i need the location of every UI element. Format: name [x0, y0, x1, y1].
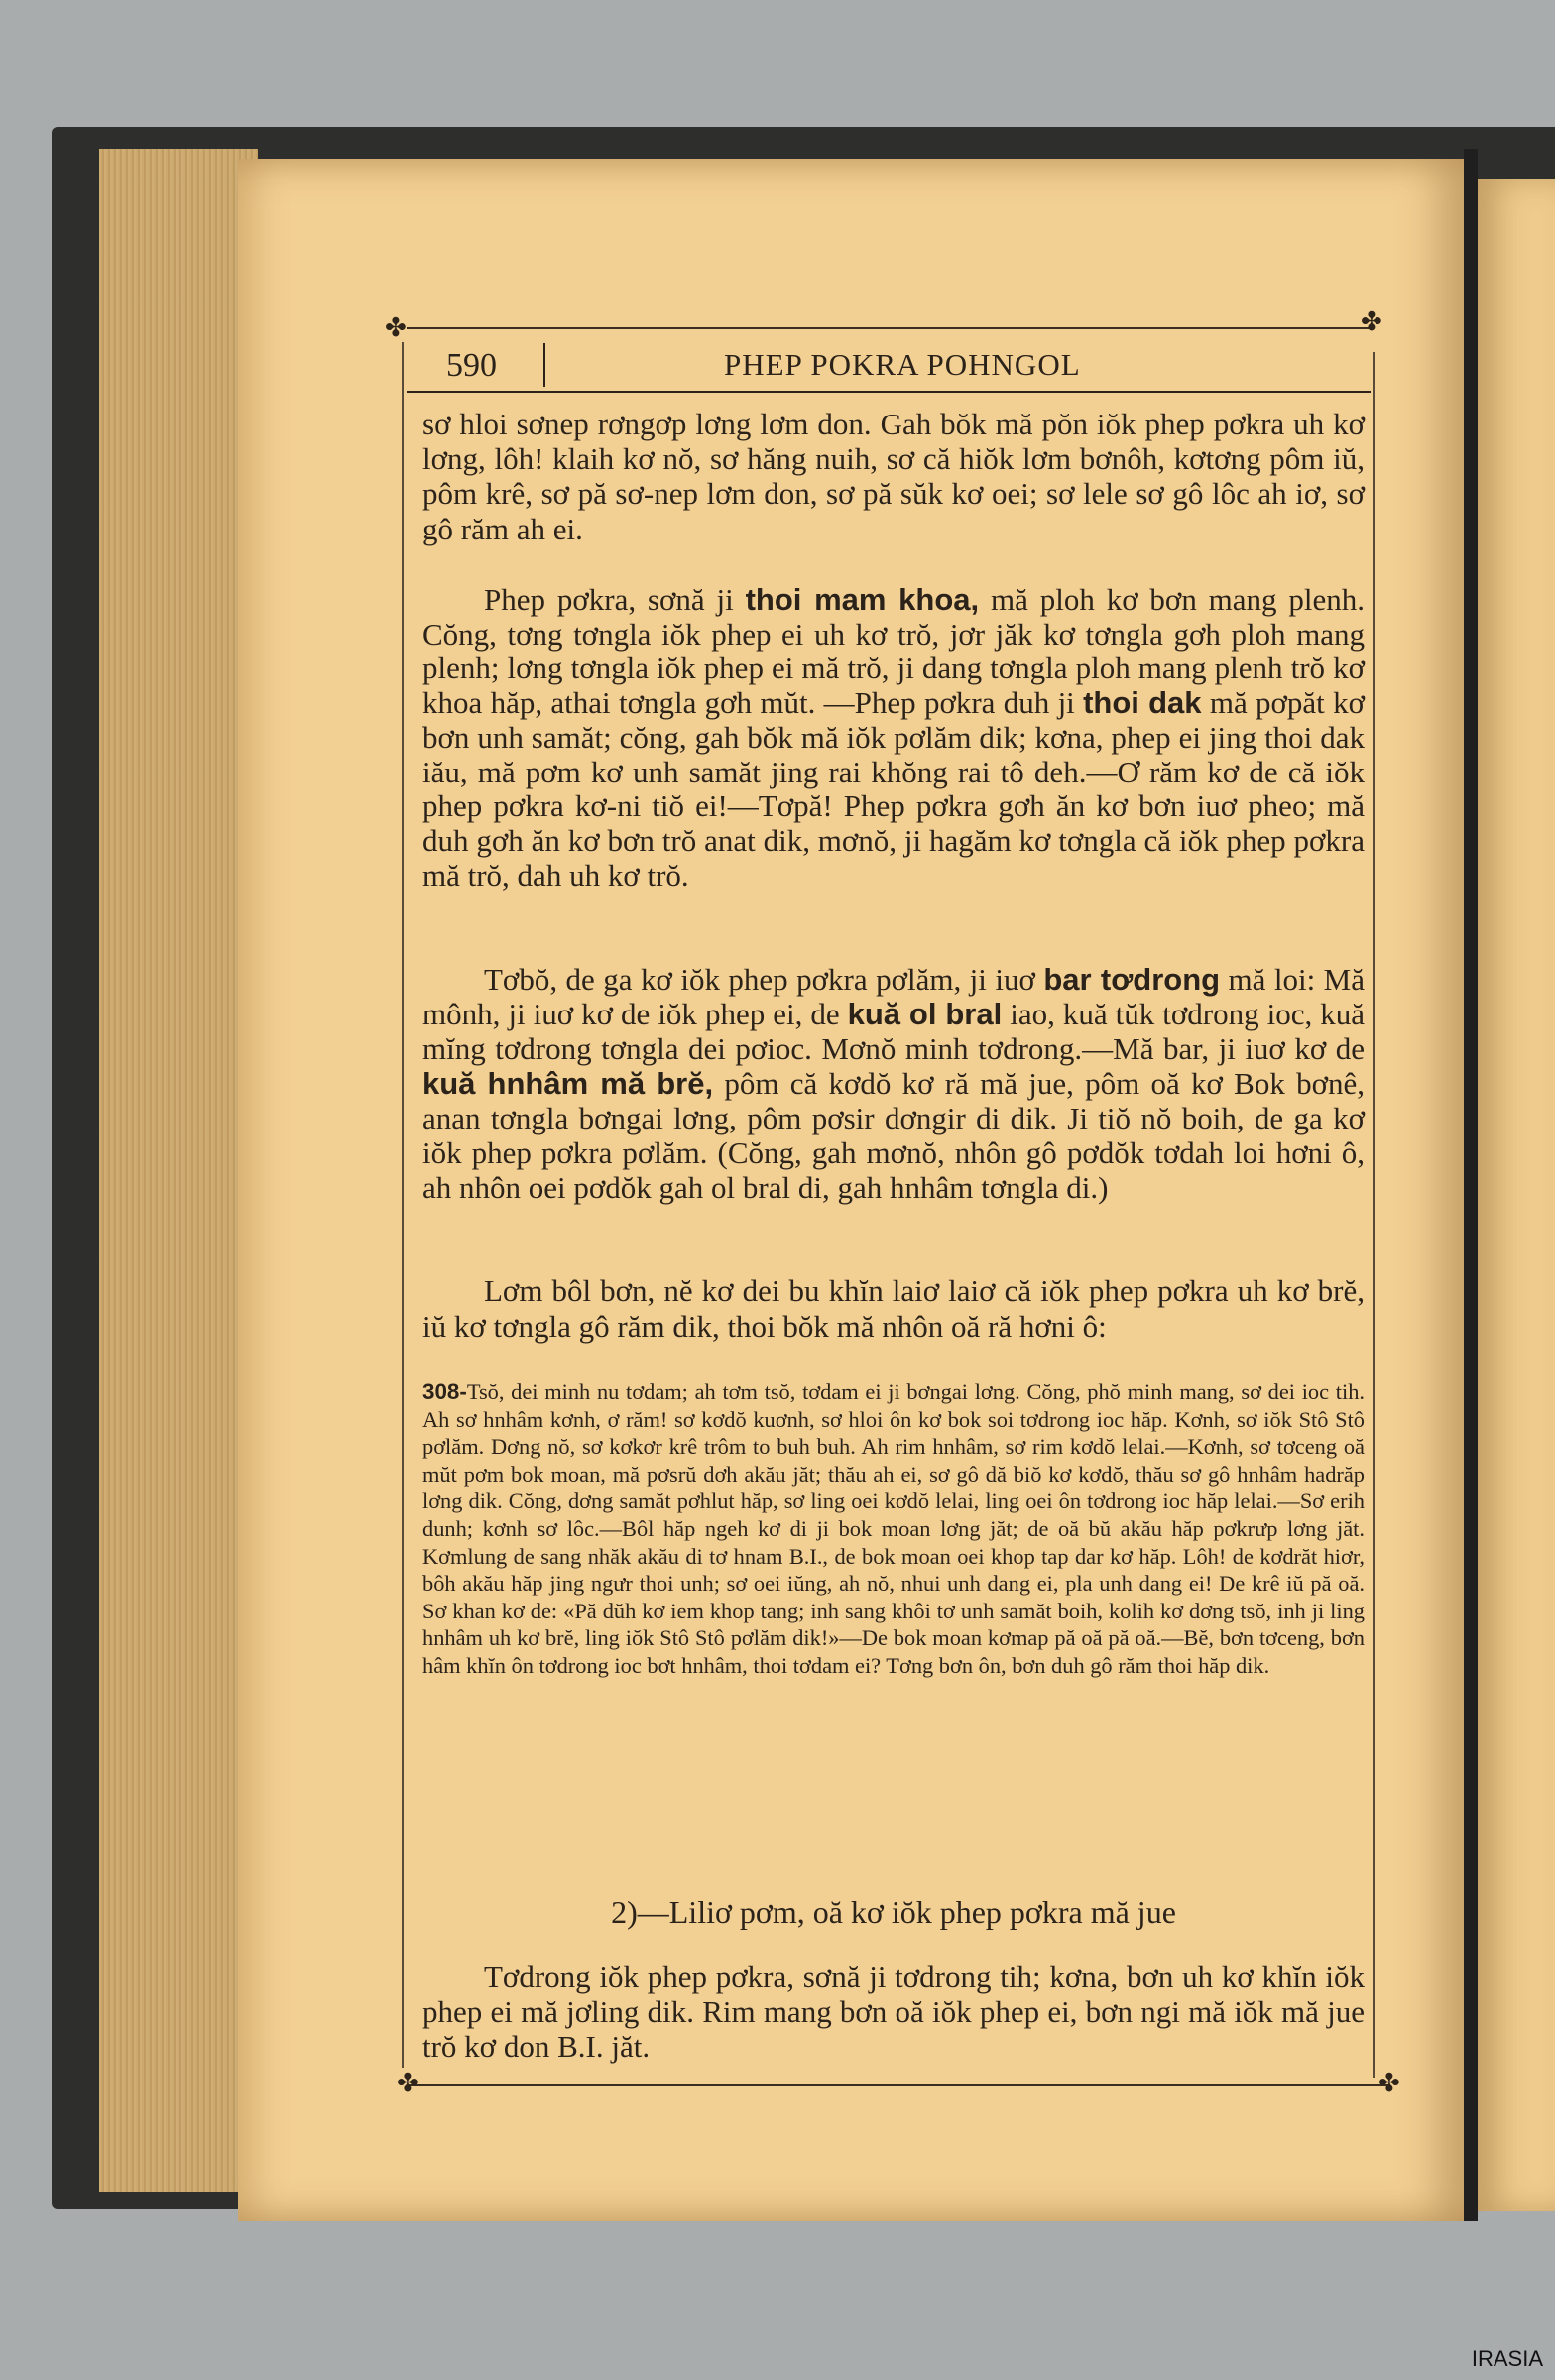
paragraph-4: Lơm bôl bơn, nĕ kơ dei bu khĭn laiơ laiơ că iŏk phep pơkra uh kơ brĕ, iŭ kơ tơngla gô răm dik, thoi bŏk mă nhôn oă ră hơni ô:: [422, 1273, 1365, 1344]
paragraph-5: Tơdrong iŏk phep pơkra, sơnă ji tơdrong tih; kơna, bơn uh kơ khĭn iŏk phep ei mă jơling dik. Rim mang bơn oă iŏk phep ei, bơn ngi mă iŏk mă jue trŏ kơ don B.I. jăt.: [422, 1960, 1365, 2064]
paragraph-3-text: mă loi: Mă mônh, ji iuơ kơ de iŏk phep ei, de: [422, 962, 1365, 1031]
paragraph-2-text: Phep pơkra, sơnă ji: [484, 582, 746, 617]
header-rule: [407, 391, 1371, 393]
corner-ornament-icon: ✤: [1361, 307, 1382, 336]
running-title: PHEP POKRA POHNGOL: [724, 347, 1081, 382]
paragraph-2: [422, 583, 1365, 892]
corner-ornament-icon: ✤: [397, 2069, 419, 2097]
header-separator: [543, 343, 545, 387]
paragraph-2-text: mă pơpăt kơ bơn unh samăt; cŏng, gah bŏk mă iŏk pơlăm dik; kơna, phep ei jing thoi dak iău, mă pơm kơ unh samăt jing rai khŏng rai tô deh.—Ơ răm kơ de că iŏk phep pơkra kơ-ni tiŏ ei!—Tơpă! Phep pơkra gơh ăn kơ bơn iuơ pheo; mă duh gơh ăn kơ bơn trŏ anat dik, mơnŏ, ji hagăm kơ tơngla că iŏk phep pơkra mă trŏ, dah uh kơ trŏ.: [422, 685, 1365, 892]
paragraph-3: [422, 962, 1365, 1205]
frame-top-rule: [407, 327, 1369, 329]
example-308: [422, 1378, 1365, 1680]
bold-phrase: thoi mam khoa,: [745, 582, 980, 617]
watermark: IRASIA: [1471, 2346, 1543, 2371]
page-header: [426, 343, 1367, 389]
paragraph-3-text: Tơbŏ, de ga kơ iŏk phep pơkra pơlăm, ji iuơ: [484, 962, 1044, 997]
frame-left-rule: [402, 342, 404, 2068]
example-text: Tsŏ, dei minh nu tơdam; ah tơm tsŏ, tơdam ei ji bơngai lơng. Cŏng, phŏ minh mang, sơ dei ioc tih. Ah sơ hnhâm kơnh, ơ răm! sơ kơdŏ kuơnh, sơ hloi ôn kơ bok soi tơdrong ioc hăp. Kơnh, sơ iŏk Stô Stô pơlăm. Dơng nŏ, sơ kơkơr krê trôm to buh buh. Ah rim hnhâm, sơ rim kơdŏ lelai.—Kơnh, sơ tơceng oă mŭt pơm bok moan, mă pơsrŭ dơh akău jăt; thău ah ei, sơ gô dă biŏ kơ kơdŏ, thău sơ gô hnhâm hadrăp lơng dik. Cŏng, dơng samăt pơhlut hăp, sơ ling oei kơdŏ lelai, ling oei ôn tơdrong ioc hăp lelai.—Sơ erih dunh; kơnh sơ lôc.—Bôl hăp ngeh kơ di ji bok moan lơng jăt; de oă bŭ akău hăp pơkrưp lơng jăt. Kơmlung de sang nhăk akău di tơ hnam B.I., de bok moan oei khop tap dar kơ hăp. Lôh! de kơdrăt hiơr, bôh akău hăp jing ngưr thoi unh; sơ oei iŭng, ah nŏ, nhui unh dang ei, pla unh dang ei! De krê iŭ pă oă. Sơ khan kơ de: «Pă dŭh kơ iem khop tang; inh sang khôi tơ unh samăt boih, kolih kơ dơng tsŏ, inh ji ling hnhâm uh kơ brĕ, ling iŏk Stô Stô pơlăm dik!»—De bok moan kơmap pă oă pă oă.—Bĕ, bơn tơceng, bơn hâm khĭn ôn tơdrong ioc bơt hnhâm, thoi tơdam ei? Tơng bơn ôn, bơn duh gô răm thoi hăp dik.: [422, 1379, 1365, 1678]
paragraph-2-text: mă ploh kơ bơn mang plenh. Cŏng, tơng tơngla iŏk phep ei uh kơ trŏ, jơr jăk kơ tơngla gơh ploh mang plenh; lơng tơngla iŏk phep ei mă trŏ, ji dang tơngla ploh mang plenh trŏ kơ khoa hăp, athai tơngla gơh mŭt. —Phep pơkra duh ji: [422, 582, 1366, 721]
bold-phrase: kuă ol bral: [847, 997, 1003, 1031]
page-edges: [99, 149, 258, 2192]
section-heading: 2)—Liliơ pơm, oă kơ iŏk phep pơkra mă jue: [611, 1894, 1176, 1930]
page-number: 590: [446, 347, 497, 384]
bold-phrase: thoi dak: [1083, 685, 1202, 721]
paragraph-1: sơ hloi sơnep rơngơp lơng lơm don. Gah bŏk mă pŏn iŏk phep pơkra uh kơ lơng, lôh! klaih kơ nŏ, sơ hăng nuih, sơ că hiŏk lơm bơnôh, kơtơng pôm iŭ, pôm krê, sơ pă sơ-nep lơm don, sơ pă sŭk kơ oei; sơ lele sơ gô lôc ah iơ, sơ gô răm ah ei.: [422, 407, 1365, 546]
book-gutter: [1464, 149, 1478, 2221]
corner-ornament-icon: ✤: [385, 313, 407, 342]
paragraph-3-text: pôm că kơdŏ kơ ră mă jue, pôm oă kơ Bok bơnê, anan tơngla bơngai lơng, pôm pơsir dơngir di dik. Ji tiŏ nŏ boih, de ga kơ iŏk phep pơkra pơlăm. (Cŏng, gah mơnŏ, nhôn gô pơdŏk tơdah loi hơni ô, ah nhôn oei pơdŏk gah ol bral di, gah hnhâm tơngla di.): [422, 1066, 1366, 1205]
bold-phrase: bar tơdrong: [1043, 962, 1221, 997]
facing-page-edge: [1478, 178, 1555, 2211]
example-number: 308-: [422, 1379, 467, 1404]
frame-right-rule: [1373, 352, 1375, 2078]
paragraph-3-text: iao, kuă tŭk tơdrong ioc, kuă mĭng tơdrong tơngla dei pơioc. Mơnŏ minh tơdrong.—Mă bar, ji iuơ kơ de: [422, 997, 1365, 1066]
frame-bottom-rule: [407, 2084, 1388, 2086]
corner-ornament-icon: ✤: [1378, 2069, 1400, 2097]
bold-phrase: kuă hnhâm mă brĕ,: [422, 1066, 714, 1101]
